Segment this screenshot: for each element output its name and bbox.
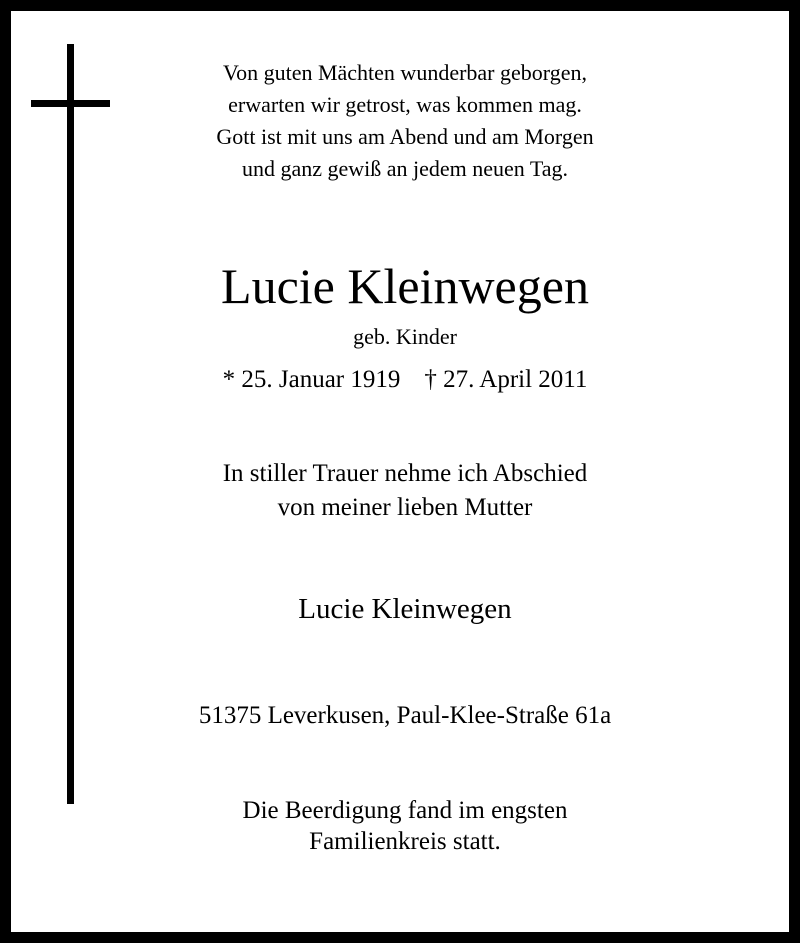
signer-name: Lucie Kleinwegen xyxy=(298,593,512,625)
poem-line: Von guten Mächten wunderbar geborgen, xyxy=(223,60,587,85)
poem xyxy=(110,57,700,185)
funeral-line: Die Beerdigung fand im engsten xyxy=(242,797,568,824)
poem-line: Gott ist mit uns am Abend und am Morgen xyxy=(216,124,594,149)
mourning-line: von meiner lieben Mutter xyxy=(277,494,533,521)
address: 51375 Leverkusen, Paul-Klee-Straße 61a xyxy=(198,702,612,729)
mourning-text xyxy=(110,457,700,525)
mourning-line: In stiller Trauer nehme ich Abschied xyxy=(222,460,588,487)
funeral-note xyxy=(110,795,700,857)
cross-vertical-bar xyxy=(67,44,74,804)
funeral-line: Familienkreis statt. xyxy=(309,828,501,855)
life-dates xyxy=(110,363,700,397)
birth-date: * 25. Januar 1919 xyxy=(222,366,401,393)
deceased-name: Lucie Kleinwegen xyxy=(221,258,589,314)
birth-name: geb. Kinder xyxy=(353,324,457,349)
cross-horizontal-bar xyxy=(31,100,110,107)
death-date: † 27. April 2011 xyxy=(424,366,588,393)
poem-line: erwarten wir getrost, was kommen mag. xyxy=(228,92,582,117)
poem-line: und ganz gewiß an jedem neuen Tag. xyxy=(241,156,569,181)
